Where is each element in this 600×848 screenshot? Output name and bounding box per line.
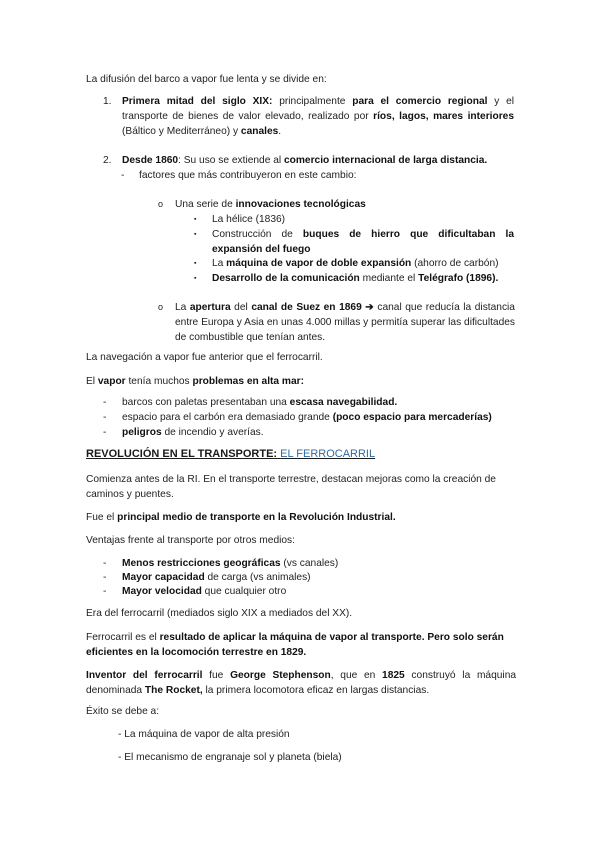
section-heading: [86, 447, 516, 462]
text: fue: [202, 670, 231, 681]
dash-bullet: -: [121, 170, 125, 181]
bold-text: comercio internacional de larga distancia.: [283, 155, 488, 166]
text: Ventajas frente al transporte por otros medios:: [86, 535, 295, 546]
square-bullet: ▪: [194, 216, 197, 223]
text: mediante el: [359, 273, 419, 284]
circle-bullet: o: [158, 302, 164, 312]
text: Construcción de: [212, 229, 303, 240]
bold-text: Mayor capacidad: [122, 572, 205, 583]
square-bullet: ▪: [194, 260, 197, 267]
comienza-paragraph: [86, 472, 516, 502]
bold-text: ríos, lagos, mares interiores: [373, 111, 515, 122]
text: - El mecanismo de engranaje sol y planeta (biela): [118, 752, 342, 763]
text: - La máquina de vapor de alta presión: [118, 729, 290, 740]
bold-text: Desarrollo de la comunicación: [212, 273, 360, 284]
text: Fue el: [86, 512, 118, 523]
bold-text: (poco espacio para mercaderías): [332, 412, 492, 423]
text: La navegación a vapor fue anterior que el ferrocarril.: [86, 352, 323, 363]
list-number-1: 1.: [103, 96, 112, 107]
dash-bullet: -: [103, 572, 107, 583]
text: canal que reducía la distancia entre Europa y Asia en unas 4.000 millas y permitía superar las dificultades de combustible que tenían antes.: [175, 302, 515, 343]
bold-text: para el comercio regional: [352, 96, 488, 107]
bold-text: 1825: [382, 670, 405, 681]
bold-text: Telégrafo (1896).: [418, 273, 499, 284]
dash-bullet: -: [103, 558, 107, 569]
text: , que en: [330, 670, 383, 681]
bold-text: canal de Suez en 1869 ➔: [251, 302, 374, 313]
text: El: [86, 376, 98, 387]
resultado-paragraph: [86, 630, 516, 660]
dash-bullet: -: [103, 586, 107, 597]
text: (Báltico y Mediterráneo) y: [122, 126, 241, 137]
bold-text: innovaciones tecnológicas: [235, 199, 366, 210]
dash-bullet: -: [103, 412, 107, 423]
text: tenía muchos: [125, 376, 193, 387]
bold-text: Inventor del ferrocarril: [86, 670, 203, 681]
vapor-item-1: [122, 395, 522, 410]
bold-text: resultado de aplicar la máquina de vapor al transporte. Pero solo serán eficientes en la locomoción terrestre en 1829.: [86, 632, 504, 658]
inventor-paragraph: [86, 668, 516, 698]
sub-item-helice: [212, 212, 514, 227]
text: del: [230, 302, 252, 313]
bold-text: máquina de vapor de doble expansión: [226, 258, 412, 269]
text: (vs canales): [280, 558, 339, 569]
heading-link[interactable]: EL FERROCARRIL: [280, 448, 376, 460]
text: Era del ferrocarril (mediados siglo XIX a mediados del XX).: [86, 608, 353, 619]
era-paragraph: [86, 606, 516, 621]
text: de incendio y averías.: [161, 427, 264, 438]
text: factores que más contribuyeron en este cambio:: [139, 170, 357, 181]
sub-item-telegrafo: [212, 271, 522, 286]
vapor-paragraph: [86, 374, 516, 389]
text: la primera locomotora eficaz en largas distancias.: [202, 685, 430, 696]
bold-text: Menos restricciones geográficas: [122, 558, 281, 569]
vapor-item-3: [122, 425, 522, 440]
factores-line: [139, 168, 509, 183]
text: barcos con paletas presentaban una: [122, 397, 290, 408]
bold-text: escasa navegabilidad.: [289, 397, 398, 408]
text: que cualquier otro: [201, 586, 287, 597]
text: principalmente: [272, 96, 353, 107]
ventaja-item-1: [122, 556, 522, 571]
bold-text: apertura: [189, 302, 231, 313]
intro-text: La difusión del barco a vapor fue lenta y se divide en:: [86, 74, 327, 85]
bold-text: canales: [240, 126, 279, 137]
bold-text: Primera mitad del siglo XIX:: [122, 96, 273, 107]
exito-item-1: [118, 727, 518, 742]
dash-bullet: -: [103, 427, 107, 438]
square-bullet: ▪: [194, 231, 197, 238]
bold-text: vapor: [97, 376, 126, 387]
intro-paragraph: [86, 72, 516, 87]
bold-text: buques de hierro que dificultaban la expansión del fuego: [212, 229, 514, 255]
bold-text: principal medio de transporte en la Revolución Industrial.: [117, 512, 396, 523]
text: Éxito se debe a:: [86, 706, 160, 717]
exito-item-2: [118, 750, 518, 765]
heading-text: REVOLUCIÓN EN EL TRANSPORTE:: [86, 448, 278, 460]
circle-bullet: o: [158, 199, 164, 209]
text: construyó la máquina denominada: [86, 670, 517, 696]
navegacion-paragraph: [86, 350, 516, 365]
text: de carga (vs animales): [204, 572, 311, 583]
list-item-2: [122, 153, 522, 168]
bold-text: peligros: [122, 427, 162, 438]
square-bullet: ▪: [194, 275, 197, 282]
text: (ahorro de carbón): [411, 258, 499, 269]
text: La hélice (1836): [212, 214, 286, 225]
list-item-1: [122, 94, 514, 139]
sub-item-maquina: [212, 256, 514, 271]
bold-text: Mayor velocidad: [122, 586, 202, 597]
text: Comienza antes de la RI. En el transporte terrestre, destacan mejoras como la creación de caminos y puentes.: [86, 474, 496, 500]
text: y el transporte de bienes de valor elevado, realizado por: [122, 96, 514, 122]
bold-text: Desde 1860: [122, 155, 179, 166]
text: Ferrocarril es el: [86, 632, 160, 643]
suez-paragraph: [175, 300, 515, 345]
fue-paragraph: [86, 510, 516, 525]
bold-text: George Stephenson: [230, 670, 331, 681]
exito-intro: [86, 704, 516, 719]
text: espacio para el carbón era demasiado grande: [122, 412, 333, 423]
text: : Su uso se extiende al: [178, 155, 284, 166]
ventajas-intro: [86, 533, 516, 548]
sub-item-buques: [212, 227, 514, 257]
ventaja-item-2: [122, 570, 522, 585]
text: La: [175, 302, 190, 313]
dash-bullet: -: [103, 397, 107, 408]
list-number-2: 2.: [103, 155, 112, 166]
text: .: [278, 126, 282, 137]
innovaciones-line: [175, 197, 515, 212]
ventaja-item-3: [122, 584, 522, 599]
bold-text: problemas en alta mar:: [192, 376, 305, 387]
text: Una serie de: [175, 199, 236, 210]
vapor-item-2: [122, 410, 522, 425]
bold-text: The Rocket,: [144, 685, 203, 696]
text: La: [212, 258, 227, 269]
